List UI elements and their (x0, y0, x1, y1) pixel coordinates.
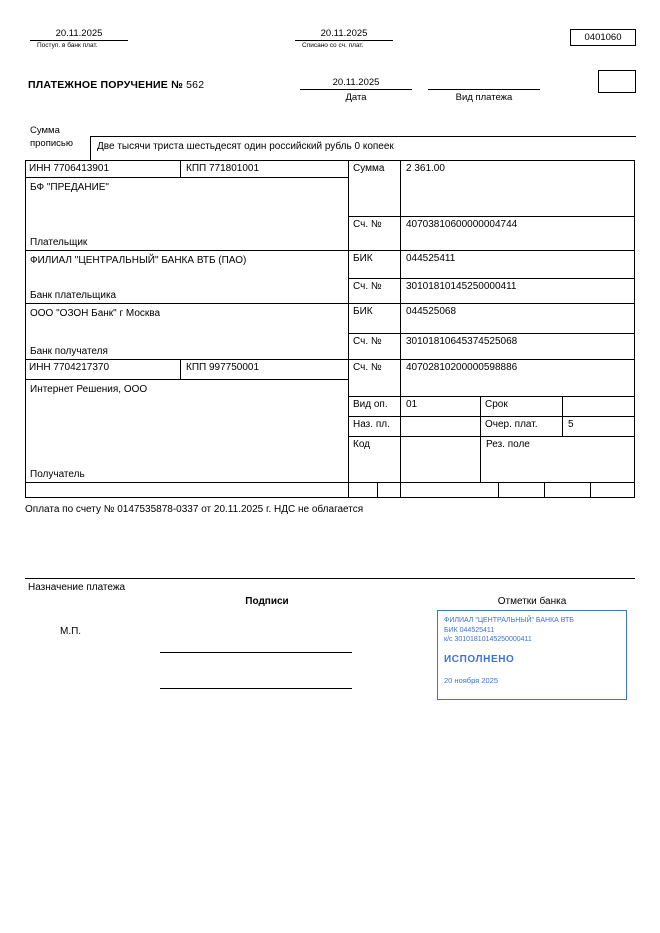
payer-bank-account-value: 30101810145250000411 (406, 281, 517, 292)
payer-kpp: КПП 771801001 (186, 163, 260, 174)
amount-words-label-line2: прописью (30, 138, 73, 149)
signatures-title: Подписи (245, 596, 289, 607)
form-code-box: 0401060 (570, 29, 636, 46)
bank-marks-title: Отметки банка (497, 596, 567, 607)
stamp-status: ИСПОЛНЕНО (444, 653, 515, 665)
amount-words-value: Две тысячи триста шестьдесят один российский рубль 0 копеек (90, 136, 636, 160)
amount-words-label-line1: Сумма (30, 125, 60, 136)
term-label: Срок (481, 397, 563, 416)
amount-words-label (30, 124, 73, 150)
code-label: Код (349, 437, 401, 482)
mark-cell (499, 483, 545, 497)
payer-inn: ИНН 7706413901 (26, 161, 181, 177)
payee-bank-section (26, 304, 634, 360)
payment-type-block (428, 77, 540, 103)
received-date-value: 20.11.2025 (30, 28, 128, 41)
payment-purpose-text: Оплата по счету № 0147535878-0337 от 20.11.2025 г. НДС не облагается (25, 504, 364, 515)
mark-cell (591, 483, 634, 497)
debited-date-label: Списано со сч. плат. (302, 42, 364, 49)
document-date-value: 20.11.2025 (300, 77, 412, 90)
stamp-bik: БИК 044525411 (444, 626, 495, 634)
document-date-block (300, 77, 412, 103)
stamp-bank-name: ФИЛИАЛ "ЦЕНТРАЛЬНЫЙ" БАНКА ВТБ (444, 617, 574, 624)
purpose-code-label: Наз. пл. (349, 417, 401, 436)
payee-section (26, 360, 634, 483)
payee-section-label: Получатель (30, 469, 85, 480)
debited-date-value: 20.11.2025 (295, 28, 393, 41)
payer-section (26, 161, 634, 251)
payee-account-value: 40702810200000598886 (406, 362, 518, 373)
stamp-place-label: М.П. (60, 626, 82, 637)
payment-purpose-label: Назначение платежа (25, 578, 635, 593)
payee-bank-name: ООО "ОЗОН Банк" г Москва (30, 308, 161, 319)
marks-strip (26, 483, 634, 497)
payee-account-label: Сч. № (349, 360, 401, 396)
payee-bank-bik-value: 044525068 (406, 306, 457, 317)
priority-label: Очер. плат. (481, 417, 563, 436)
payer-bank-section (26, 251, 634, 304)
debited-date-block (295, 28, 393, 49)
payer-bank-name: ФИЛИАЛ "ЦЕНТРАЛЬНЫЙ" БАНКА ВТБ (ПАО) (30, 255, 247, 266)
received-date-block (30, 28, 128, 49)
payer-name: БФ "ПРЕДАНИЕ" (30, 182, 109, 193)
bank-stamp (437, 610, 627, 700)
signature-line-2 (160, 688, 352, 689)
purpose-code-value (401, 417, 481, 436)
amount-label: Сумма (349, 161, 401, 216)
document-title-text: ПЛАТЕЖНОЕ ПОРУЧЕНИЕ № (28, 79, 183, 91)
mark-cell (26, 483, 349, 497)
payer-bank-bik-label: БИК (349, 251, 401, 278)
payee-kpp: КПП 997750001 (186, 362, 260, 373)
status-box (598, 70, 636, 93)
document-title (28, 79, 204, 91)
mark-cell (401, 483, 499, 497)
document-date-label: Дата (345, 92, 367, 103)
op-kind-value: 01 (401, 397, 481, 416)
payer-section-label: Плательщик (30, 237, 88, 248)
payee-bank-account-value: 30101810645374525068 (406, 336, 518, 347)
reserve-field-label: Рез. поле (486, 439, 530, 450)
mark-cell (545, 483, 591, 497)
payee-name: Интернет Решения, ООО (30, 384, 148, 395)
amount-value: 2 361.00 (406, 163, 445, 174)
mark-cell (349, 483, 378, 497)
payment-order-table (25, 160, 635, 498)
priority-value: 5 (568, 419, 574, 430)
payer-account-label: Сч. № (349, 217, 401, 250)
payee-inn: ИНН 7704217370 (26, 360, 181, 379)
code-value (401, 437, 481, 482)
mark-cell (378, 483, 401, 497)
document-number: 562 (186, 79, 205, 91)
received-date-label: Поступ. в банк плат. (37, 42, 98, 49)
payer-bank-account-label: Сч. № (349, 279, 401, 303)
payee-bank-section-label: Банк получателя (30, 346, 108, 357)
payee-bank-bik-label: БИК (349, 304, 401, 333)
signature-line-1 (160, 652, 352, 653)
term-value (563, 397, 634, 416)
payer-account-value: 40703810600000004744 (406, 219, 518, 230)
payer-bank-section-label: Банк плательщика (30, 290, 117, 301)
payment-type-label: Вид платежа (455, 92, 513, 103)
op-kind-label: Вид оп. (349, 397, 401, 416)
payer-bank-bik-value: 044525411 (406, 253, 456, 264)
payment-type-value (428, 77, 540, 90)
stamp-date: 20 ноября 2025 (444, 675, 499, 685)
stamp-corr-account: к/с 30101810145250000411 (444, 636, 532, 643)
payee-bank-account-label: Сч. № (349, 334, 401, 359)
